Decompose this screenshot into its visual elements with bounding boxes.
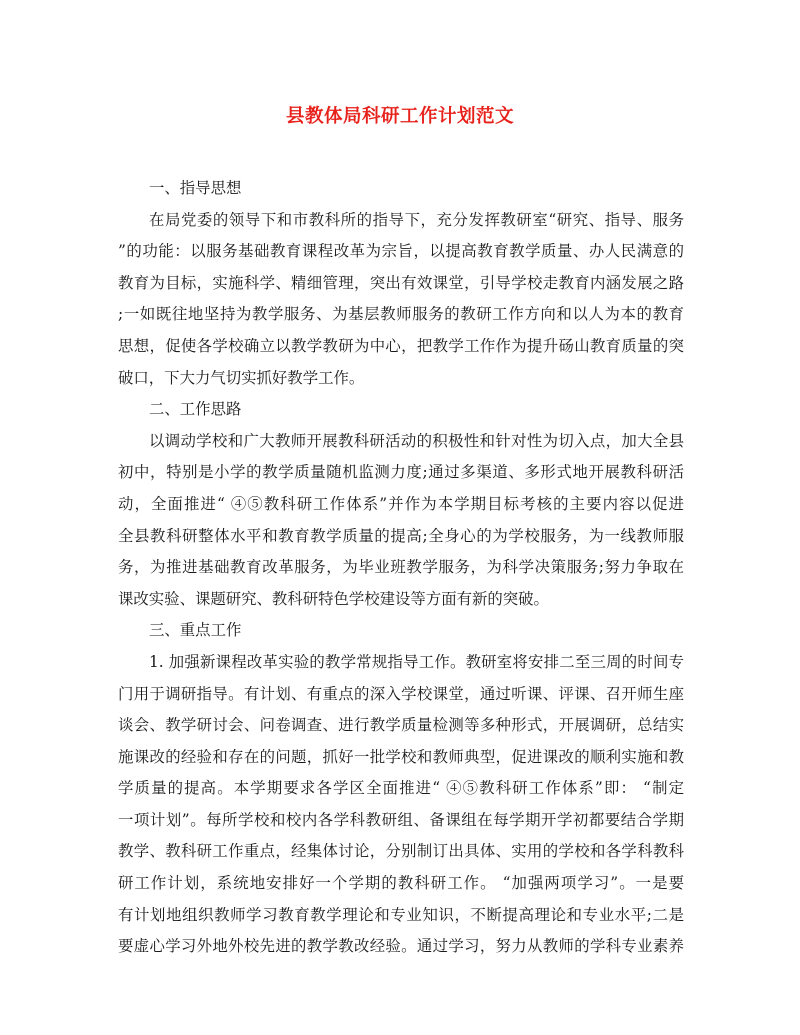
text-line: 教育为目标，实施科学、精细管理，突出有效课堂，引导学校走教育内涵发展之路 — [118, 273, 684, 292]
text-line: 动，全面推进“ ④⑤教科研工作体系”并作为本学期目标考核的主要内容以促进 — [118, 494, 684, 513]
section-heading: 三、重点工作 — [149, 621, 242, 640]
paragraph-first-line: 在局党委的领导下和市教科所的指导下，充分发挥教研室“研究、指导、服务 — [149, 210, 684, 229]
text-line: ;一如既往地坚持为教学服务、为基层教师服务的教研工作方向和以人为本的教育 — [118, 305, 684, 324]
section-heading: 二、工作思路 — [149, 400, 242, 419]
text-line: 初中，特别是小学的教学质量随机监测力度;通过多渠道、多形式地开展教科研活 — [118, 463, 684, 482]
document-body — [118, 173, 684, 963]
text-line: 门用于调研指导。有计划、有重点的深入学校课堂，通过听课、评课、召开师生座 — [118, 684, 684, 703]
text-line: ”的功能：以服务基础教育课程改革为宗旨，以提高教育教学质量、办人民满意的 — [118, 242, 684, 261]
paragraph-last-line: 破口，下大力气切实抓好教学工作。 — [118, 368, 365, 387]
text-line: 要虚心学习外地外校先进的教学教改经验。通过学习，努力从教师的学科专业素养 — [118, 937, 684, 956]
text-line: 一项计划”。每所学校和校内各学科教研组、备课组在每学期开学初都要结合学期 — [118, 810, 684, 829]
paragraph-last-line: 课改实验、课题研究、教科研特色学校建设等方面有新的突破。 — [118, 589, 549, 608]
document-title: 县教体局科研工作计划范文 — [285, 106, 514, 127]
text-line: 研工作计划，系统地安排好一个学期的教科研工作。 “加强两项学习”。一是要 — [118, 874, 684, 893]
text-line: 教学、教科研工作重点，经集体讨论，分别制订出具体、实用的学校和各学科教科 — [118, 842, 684, 861]
text-line: 全县教科研整体水平和教育教学质量的提高;全身心的为学校服务，为一线教师服 — [118, 526, 684, 545]
paragraph-first-line: 以调动学校和广大教师开展教科研活动的积极性和针对性为切入点，加大全县 — [149, 431, 684, 450]
text-line: 谈会、教学研讨会、问卷调查、进行教学质量检测等多种形式，开展调研，总结实 — [118, 716, 684, 735]
text-line: 有计划地组织教师学习教育教学理论和专业知识，不断提高理论和专业水平;二是 — [118, 905, 684, 924]
text-line: 施课改的经验和存在的问题，抓好一批学校和教师典型，促进课改的顺利实施和教 — [118, 747, 684, 766]
section-heading: 一、指导思想 — [149, 179, 242, 197]
paragraph-first-line: 1. 加强新课程改革实验的教学常规指导工作。教研室将安排二至三周的时间专 — [149, 652, 684, 671]
text-line: 学质量的提高。本学期要求各学区全面推进“ ④⑤教科研工作体系”即： “制定 — [118, 779, 684, 798]
text-line: 务，为推进基础教育改革服务，为毕业班教学服务，为科学决策服务;努力争取在 — [118, 558, 684, 577]
text-line: 思想，促使各学校确立以教学教研为中心，把教学工作作为提升砀山教育质量的突 — [118, 336, 684, 355]
